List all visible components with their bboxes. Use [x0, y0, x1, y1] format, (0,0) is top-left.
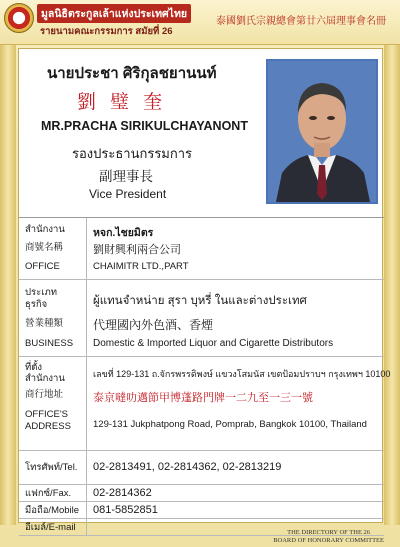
- mobile-row: [19, 502, 384, 519]
- label-column: [19, 451, 87, 484]
- address-label-chinese: 商行地址: [25, 389, 64, 400]
- name-english: MR.PRACHA SIRIKULCHAYANONT: [41, 119, 248, 133]
- foundation-logo-icon: [4, 3, 34, 33]
- office-label-english: OFFICE: [25, 261, 60, 272]
- address-value-english: 129-131 Jukphatpong Road, Pomprab, Bangkok 10100, Thailand: [93, 419, 367, 430]
- office-label-chinese: 商號名稱: [25, 242, 64, 253]
- label-column: [19, 280, 87, 356]
- mobile-label: มือถือ/Mobile: [25, 505, 80, 516]
- label-column: [19, 502, 87, 518]
- business-label-english: BUSINESS: [25, 338, 74, 349]
- label-column: [19, 519, 87, 535]
- org-name-chinese: 泰國劉氏宗親總會第廿六屆理事會名冊: [216, 16, 386, 27]
- address-label-thai-1: ที่ตั้ง: [25, 362, 43, 373]
- label-column: [19, 218, 87, 279]
- label-column: [19, 485, 87, 501]
- address-value-thai: เลขที่ 129-131 ถ.จักรพรรดิพงษ์ แขวงโสมนัส เขตป้อมปราบฯ กรุงเทพฯ 10100: [93, 369, 391, 379]
- office-label-thai: สำนักงาน: [25, 224, 65, 235]
- name-thai: นายประชา ศิริกุลชยานนท์: [47, 65, 217, 82]
- footer-line-1: THE DIRECTORY OF THE 26: [287, 529, 371, 536]
- business-label-chinese: 營業種類: [25, 318, 64, 329]
- right-border: [384, 45, 400, 525]
- tel-label: โทรศัพท์/Tel.: [25, 462, 78, 473]
- page-header: [0, 0, 400, 45]
- address-value-chinese: 泰京噠叻邁節甲博蓬路門牌一二九至一三一號: [93, 391, 313, 404]
- footer-line-2: BOARD OF HONORARY COMMITTEE: [273, 537, 384, 544]
- office-row: [19, 218, 384, 280]
- address-label-thai-2: สำนักงาน: [25, 373, 65, 384]
- portrait-photo: [266, 59, 378, 204]
- address-label-english-1: OFFICE'S: [25, 409, 68, 420]
- label-column: [19, 357, 87, 450]
- position-chinese: 副理事長: [99, 169, 153, 185]
- business-label-thai-1: ประเภท: [25, 287, 58, 298]
- office-value-chinese: 劉財興利兩合公司: [93, 243, 181, 256]
- email-label: อีเมล์/E-mail: [25, 522, 76, 533]
- fax-label: แฟกซ์/Fax.: [25, 488, 72, 499]
- org-name-thai: มูลนิธิตระกูลเล้าแห่งประเทศไทย: [37, 4, 191, 23]
- fax-value: 02-2814362: [93, 487, 152, 499]
- business-value-chinese: 代理國內外色酒、香煙: [93, 318, 214, 332]
- address-row: [19, 357, 391, 451]
- mobile-value: 081-5852851: [93, 504, 158, 516]
- address-label-english-2: ADDRESS: [25, 421, 71, 432]
- position-thai: รองประธานกรรมการ: [72, 146, 193, 161]
- name-chinese: 劉 璧 奎: [77, 91, 167, 113]
- tel-row: [19, 451, 384, 485]
- business-row: [19, 280, 384, 357]
- info-table: [19, 217, 391, 536]
- office-value-english: CHAIMITR LTD.,PART: [93, 261, 189, 272]
- page-footer: [273, 529, 384, 545]
- business-label-thai-2: ธุรกิจ: [25, 299, 48, 310]
- left-border: [0, 45, 16, 525]
- business-value-english: Domestic & Imported Liquor and Cigarette Distributors: [93, 338, 334, 349]
- position-english: Vice President: [89, 187, 167, 201]
- office-value-thai: หจก.ไชยมิตร: [93, 227, 154, 239]
- fax-row: [19, 485, 384, 502]
- tel-value: 02-2813491, 02-2814362, 02-2813219: [93, 461, 282, 473]
- business-value-thai: ผู้แทนจำหน่าย สุรา บุหรี่ ในและต่างประเทศ: [93, 295, 307, 307]
- committee-subtitle: รายนามคณะกรรมการ สมัยที่ 26: [40, 26, 173, 37]
